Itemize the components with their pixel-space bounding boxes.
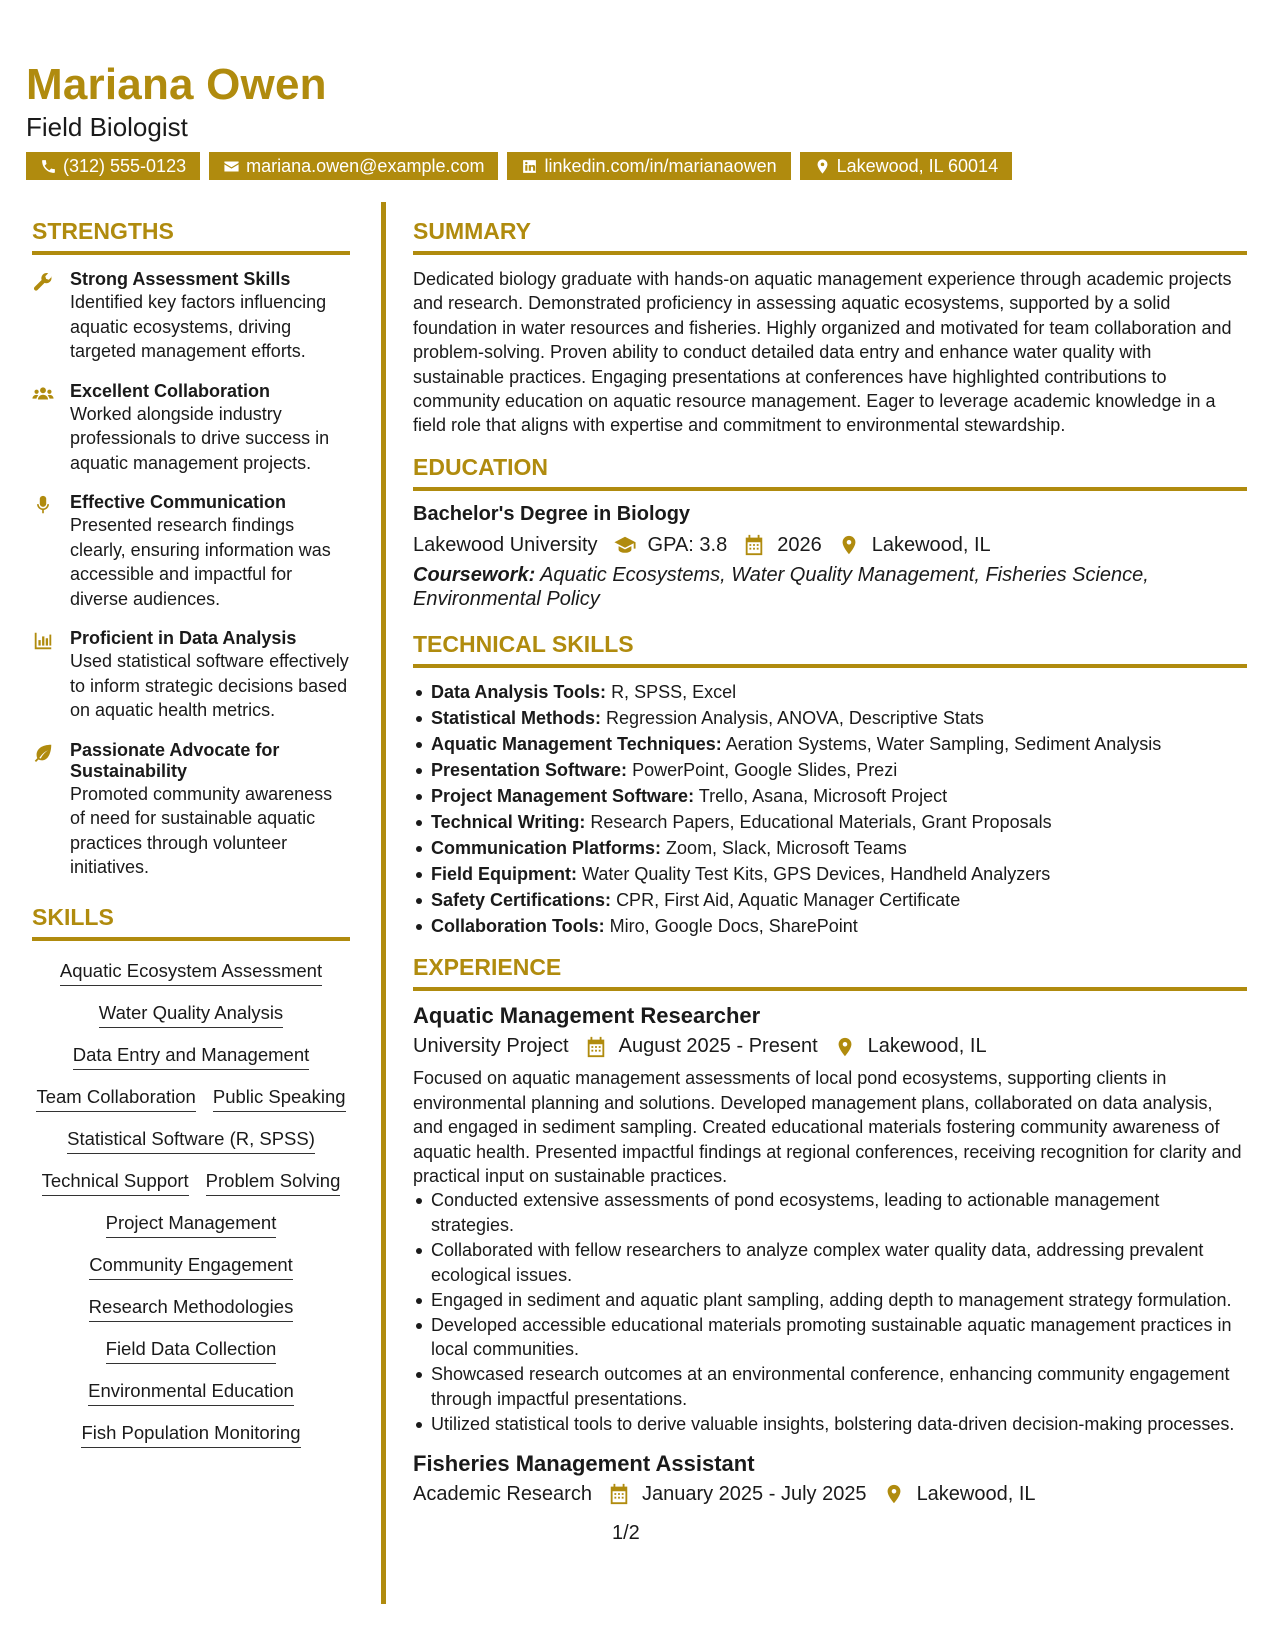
strengths-heading: STRENGTHS: [32, 218, 350, 255]
tech-skill-value: Miro, Google Docs, SharePoint: [609, 915, 858, 936]
school-name: Lakewood University: [413, 533, 598, 556]
list-item: [413, 862, 1247, 887]
tech-skill-label: Communication Platforms:: [431, 837, 662, 858]
calendar-icon: [743, 534, 765, 556]
skill-tag: Environmental Education: [88, 1379, 294, 1406]
strength-title: Passionate Advocate for Sustainability: [70, 739, 280, 781]
school-location: Lakewood, IL: [871, 533, 991, 556]
skill-tag: Community Engagement: [89, 1253, 293, 1280]
graduation-year: 2026: [777, 533, 822, 556]
contact-email[interactable]: [209, 152, 498, 180]
skill-tag: Data Entry and Management: [73, 1043, 310, 1070]
degree-title: Bachelor's Degree in Biology: [413, 502, 691, 525]
job-org: Academic Research: [413, 1482, 592, 1505]
skill-tag: Public Speaking: [213, 1085, 346, 1112]
graduation-cap-icon: [614, 534, 636, 556]
tech-skill-value: Research Papers, Educational Materials, Grant Proposals: [590, 811, 1052, 832]
job-org: University Project: [413, 1035, 569, 1058]
list-item: [413, 732, 1247, 757]
list-item: Showcased research outcomes at an environmental conference, enhancing community engagement through impactful presentations.: [413, 1362, 1247, 1411]
skill-tag: Problem Solving: [206, 1169, 341, 1196]
list-item: [413, 680, 1247, 705]
list-item: [413, 758, 1247, 783]
education-meta: [413, 534, 1247, 557]
skills-list: [32, 953, 350, 1448]
strength-title: Strong Assessment Skills: [70, 269, 291, 289]
right-column: [413, 218, 1247, 1506]
calendar-icon: [608, 1483, 630, 1505]
skill-tag: Aquatic Ecosystem Assessment: [60, 959, 322, 986]
microphone-icon: [32, 494, 54, 516]
strength-desc: Used statistical software effectively to inform strategic decisions based on aquatic health metrics.: [70, 651, 349, 720]
list-item: Utilized statistical tools to derive valuable insights, bolstering data-driven decision-making processes.: [413, 1412, 1247, 1437]
list-item: [413, 836, 1247, 861]
experience-heading: EXPERIENCE: [413, 954, 1247, 991]
strength-item: [32, 628, 350, 723]
skills-heading: SKILLS: [32, 904, 350, 941]
tech-skill-value: R, SPSS, Excel: [611, 681, 737, 702]
map-pin-icon: [814, 158, 831, 175]
job-dates: January 2025 - July 2025: [641, 1482, 867, 1505]
column-divider: [381, 202, 386, 1604]
strength-item: [32, 492, 350, 611]
list-item: [413, 784, 1247, 809]
list-item: [413, 706, 1247, 731]
job-title: Fisheries Management Assistant: [413, 1450, 755, 1476]
job-location: Lakewood, IL: [867, 1035, 987, 1058]
skill-tag: Fish Population Monitoring: [81, 1421, 300, 1448]
tech-skill-label: Data Analysis Tools:: [431, 681, 607, 702]
coursework-list: Aquatic Ecosystems, Water Quality Management, Fisheries Science, Environmental Policy: [413, 563, 1149, 610]
linkedin-icon: [521, 158, 538, 175]
job-meta: [413, 1035, 1247, 1058]
skill-tag: Water Quality Analysis: [99, 1001, 283, 1028]
coursework-label: Coursework:: [413, 563, 536, 586]
tech-skill-label: Technical Writing:: [431, 811, 586, 832]
list-item: Engaged in sediment and aquatic plant sampling, adding depth to management strategy formulation.: [413, 1288, 1247, 1313]
job-dates: August 2025 - Present: [618, 1035, 818, 1058]
contact-location-text: Lakewood, IL 60014: [836, 155, 999, 176]
map-pin-icon: [883, 1483, 905, 1505]
strength-desc: Presented research findings clearly, ensuring information was accessible and impactful for diverse audiences.: [70, 515, 331, 609]
list-item: Collaborated with fellow researchers to analyze complex water quality data, addressing prevalent ecological issues.: [413, 1238, 1247, 1287]
list-item: [413, 810, 1247, 835]
tech-skill-value: Aeration Systems, Water Sampling, Sediment Analysis: [725, 733, 1162, 754]
job-location: Lakewood, IL: [916, 1482, 1036, 1505]
phone-icon: [40, 158, 57, 175]
summary-text: Dedicated biology graduate with hands-on aquatic management experience through academic projects and research. Demonstrated proficiency in assessing aquatic ecosystems, supported by a solid foundation in water resources and fisheries. Highly organized and motivated for team collaboration and problem-solving. Proven ability to conduct detailed data entry and enhance water quality with sustainable practices. Engaging presentations at conferences have highlighted contributions to community education on aquatic resource management. Eager to leverage academic knowledge in a field role that aligns with expertise and commitment to environmental stewardship.: [413, 269, 1232, 436]
tech-skill-label: Aquatic Management Techniques:: [431, 733, 722, 754]
contact-linkedin[interactable]: [507, 152, 790, 180]
leaf-icon: [32, 742, 54, 764]
strength-item: [32, 269, 350, 364]
strength-item: [32, 740, 350, 880]
tech-skill-label: Project Management Software:: [431, 785, 695, 806]
list-item: Conducted extensive assessments of pond ecosystems, leading to actionable management strategies.: [413, 1188, 1247, 1237]
skill-tag: Statistical Software (R, SPSS): [67, 1127, 315, 1154]
contact-phone[interactable]: [26, 152, 200, 180]
technical-skills-heading: TECHNICAL SKILLS: [413, 631, 1247, 668]
contact-email-text: mariana.owen@example.com: [246, 155, 485, 176]
strength-desc: Identified key factors influencing aquatic ecosystems, driving targeted management efforts.: [70, 292, 327, 361]
tech-skill-value: CPR, First Aid, Aquatic Manager Certificate: [616, 889, 961, 910]
map-pin-icon: [838, 534, 860, 556]
skill-tag: Research Methodologies: [89, 1295, 294, 1322]
tech-skill-value: PowerPoint, Google Slides, Prezi: [632, 759, 898, 780]
contact-location: [800, 152, 1012, 180]
contact-bar: [26, 152, 1012, 180]
summary-heading: SUMMARY: [413, 218, 1247, 255]
tech-skill-label: Field Equipment:: [431, 863, 577, 884]
technical-skills-list: [413, 680, 1247, 938]
tech-skill-label: Presentation Software:: [431, 759, 628, 780]
tech-skill-value: Zoom, Slack, Microsoft Teams: [666, 837, 907, 858]
users-icon: [32, 383, 54, 405]
strength-title: Effective Communication: [70, 492, 287, 512]
job-title-heading: Field Biologist: [26, 112, 188, 142]
calendar-icon: [585, 1036, 607, 1058]
wrench-icon: [32, 271, 54, 293]
contact-phone-text: (312) 555-0123: [63, 155, 187, 176]
tech-skill-value: Trello, Asana, Microsoft Project: [698, 785, 948, 806]
coursework: [413, 563, 1247, 611]
skill-tag: Team Collaboration: [36, 1085, 195, 1112]
education-heading: EDUCATION: [413, 454, 1247, 491]
job-title: Aquatic Management Researcher: [413, 1003, 761, 1029]
tech-skill-value: Water Quality Test Kits, GPS Devices, Handheld Analyzers: [582, 863, 1051, 884]
job-bullets: [413, 1188, 1247, 1436]
strength-title: Excellent Collaboration: [70, 380, 271, 401]
envelope-icon: [223, 158, 240, 175]
list-item: [413, 888, 1247, 913]
tech-skill-label: Safety Certifications:: [431, 889, 612, 910]
gpa-text: GPA: 3.8: [647, 533, 728, 556]
map-pin-icon: [834, 1036, 856, 1058]
strength-item: [32, 381, 350, 476]
page-number: 1/2: [612, 1522, 640, 1544]
strength-title: Proficient in Data Analysis: [70, 628, 297, 648]
tech-skill-label: Collaboration Tools:: [431, 915, 605, 936]
strength-desc: Worked alongside industry professionals to drive success in aquatic management projects.: [70, 403, 330, 473]
list-item: [413, 914, 1247, 939]
tech-skill-value: Regression Analysis, ANOVA, Descriptive Stats: [606, 707, 984, 728]
strength-desc: Promoted community awareness of need for sustainable aquatic practices through volunteer initiatives.: [70, 783, 333, 877]
bar-chart-icon: [32, 630, 54, 652]
contact-linkedin-text: linkedin.com/in/marianaowen: [544, 155, 777, 176]
skill-tag: Project Management: [106, 1211, 277, 1238]
job-meta: [413, 1483, 1247, 1506]
candidate-name: Mariana Owen: [26, 60, 327, 109]
skill-tag: Field Data Collection: [106, 1337, 277, 1364]
left-column: [32, 218, 350, 1448]
tech-skill-label: Statistical Methods:: [431, 707, 602, 728]
skill-tag: Technical Support: [42, 1169, 189, 1196]
list-item: Developed accessible educational materials promoting sustainable aquatic management practices in local communities.: [413, 1313, 1247, 1362]
job-summary: Focused on aquatic management assessments of local pond ecosystems, supporting clients in environmental planning and solutions. Developed management plans, collaborated on data analysis, and engaged in sediment sampling. Created educational materials fostering community awareness of aquatic health. Presented impactful findings at regional conferences, receiving recognition for clarity and practical input on sustainable practices.: [413, 1068, 1242, 1186]
